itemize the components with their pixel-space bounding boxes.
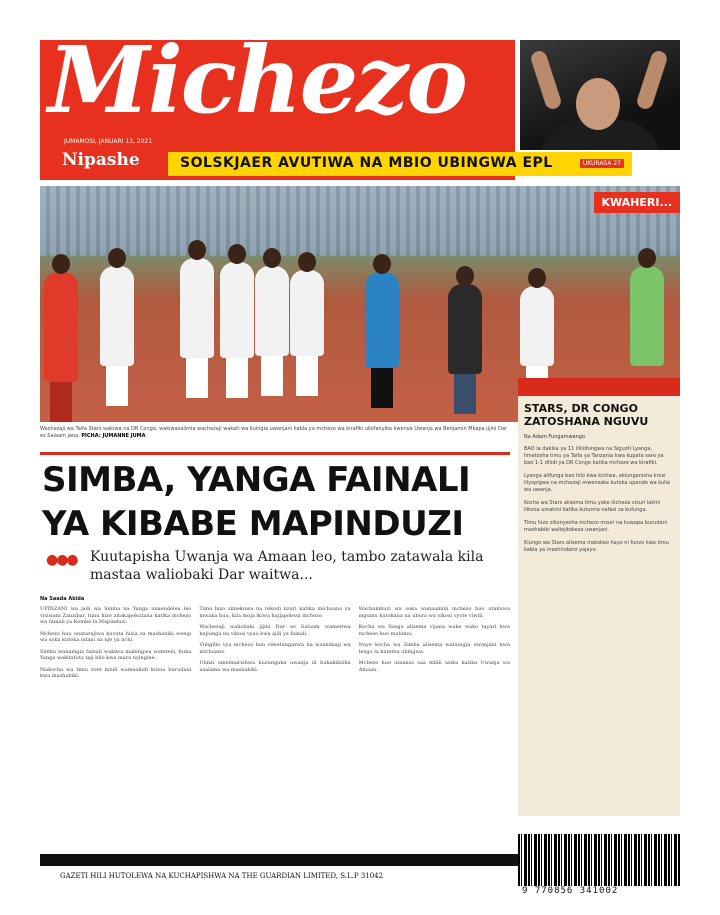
footer-rule <box>40 854 532 866</box>
article-paragraph: Makocha wa timu zote mbili wameahidi kutoa burudani kwa mashabiki. <box>40 666 192 679</box>
article-paragraph: Ulinzi umeimarishwa kuzunguka uwanja ili kuhakikisha usalama wa mashabiki. <box>199 660 351 673</box>
sidebar-paragraph: Kiungo wa Stars alisema matokeo hayo ni funzo kwa timu kabla ya mashindano yajayo. <box>524 540 669 553</box>
masthead-brand: Nipashe <box>62 150 140 170</box>
main-headline: SIMBA, YANGA FAINALI YA KIBABE MAPINDUZI <box>42 460 471 544</box>
article-byline: Na Saada Akida <box>40 596 85 602</box>
photo-caption <box>40 426 510 440</box>
sidebar-byline: Na Adam Fungamwango <box>524 434 586 440</box>
top-story-headline: SOLSKJAER AVUTIWA NA MBIO UBINGWA EPL <box>180 155 553 171</box>
photo-tag: KWAHERI... <box>594 192 681 213</box>
sidebar-paragraph: Timu hizo zilionyesha mchezo mzuri na kuwapa burudani mashabiki waliojitokeza uwanjani. <box>524 520 668 533</box>
publisher-footer: GAZETI HILI HUTOLEWA NA KUCHAPISHWA NA THE GUARDIAN LIMITED, S.L.P 31042 <box>60 872 384 880</box>
caption-text: Wachezaji wa Taifa Stars wakiwa na DR Congo, wakiwasalimia wachezaji wakati wa kuingia uwanjani kabla ya mchezo wa kirafiki uliofanyika kwenye Uwanja wa Benjamin Mkapa jijini Dar es Salaam jana. <box>40 426 507 439</box>
top-story-bar <box>168 152 632 176</box>
article-paragraph: Naye kocha wa Simba alisema wataingia uwanjani kwa lengo la kutetea ubingwa. <box>358 642 510 655</box>
article-paragraph: Wachezaji waliobaki jijini Dar es Salaam wameitwa kujiunga na vikosi vyao kwa ajili ya fainali. <box>199 624 351 637</box>
masthead-title: Michezo <box>48 26 466 134</box>
sidebar-body <box>524 446 674 806</box>
article-paragraph: Viingilio vya mchezo huo vimetangazwa na waandaaji wa michuano. <box>199 642 351 655</box>
barcode-number: 9 770856 341002 <box>522 886 619 896</box>
sidebar-accent <box>518 378 680 396</box>
sidebar-paragraph: Kocha wa Stars alisema timu yake ilicheza vizuri lakini ilikosa umakini katika kutumia nafasi za kufunga. <box>524 500 661 513</box>
page-reference: UKURASA 27 <box>580 159 624 168</box>
coach-photo <box>520 40 680 150</box>
article-paragraph: Mchezo huo unatarajiwa kuvuta hisia za mashabiki wengi wa soka kutoka ndani na nje ya nchi. <box>40 630 192 643</box>
article-column <box>199 606 350 846</box>
article-column <box>40 606 191 846</box>
barcode-icon <box>518 834 680 886</box>
sidebar-story <box>518 396 680 816</box>
sidebar-title: STARS, DR CONGO ZATOSHANA NGUVU <box>524 402 649 428</box>
article-body <box>40 606 510 846</box>
newspaper-page <box>40 26 680 896</box>
bullet-dots-icon: ●●● <box>46 552 77 568</box>
sidebar-paragraph: BAO la dakika ya 11 lililofungwa na Siguoti Lyanga, limetosha timu ya Taifa ya Tanzania kwa kupata sare ya bao 1-1 dhidi ya DR Congo katika mchezo wa kirafiki. <box>524 446 664 466</box>
caption-credit: PICHA: JUMANNE JUMA <box>81 433 146 439</box>
headline-rule <box>40 452 510 455</box>
article-column <box>359 606 510 846</box>
article-paragraph: Simba wanaingia fainali wakiwa mabingwa watetezi, huku Yanga wakitafuta taji hilo kwa mara nyingine. <box>40 648 192 661</box>
article-paragraph: Kocha wa Yanga alisema vijana wake wako tayari kwa mchezo huo muhimu. <box>358 624 510 637</box>
sidebar-paragraph: Lyanga alifunga bao hilo kwa kichwa, akiunganisha krosi iliyopigwa na mchezaji mwenzake kutoka upande wa kulia wa uwanja. <box>524 473 670 493</box>
article-paragraph: UPINZANI wa jadi wa Simba na Yanga unaendelea leo visiwani Zanzibar, timu hizo zitakapokutana katika mchezo wa fainali ya Kombe la Mapinduzi. <box>40 606 192 625</box>
article-paragraph: Mchezo huo utaanza saa mbili usiku katika Uwanja wa Amaan. <box>358 660 510 673</box>
masthead-date: JUMAMOSI, JANUARI 13, 2021 <box>64 138 153 145</box>
subheadline: Kuutapisha Uwanja wa Amaan leo, tambo zatawala kila mastaa waliobaki Dar waitwa... <box>90 549 484 583</box>
article-paragraph: Wachambuzi wa soka wanaamini mchezo huo utakuwa mgumu kutokana na ubora wa vikosi vyote viwili. <box>358 606 510 619</box>
article-paragraph: Timu hizo zimekuwa na rekodi nzuri katika michuano ya mwaka huu, kila moja ikiwa haijapoteza mchezo. <box>199 606 351 619</box>
